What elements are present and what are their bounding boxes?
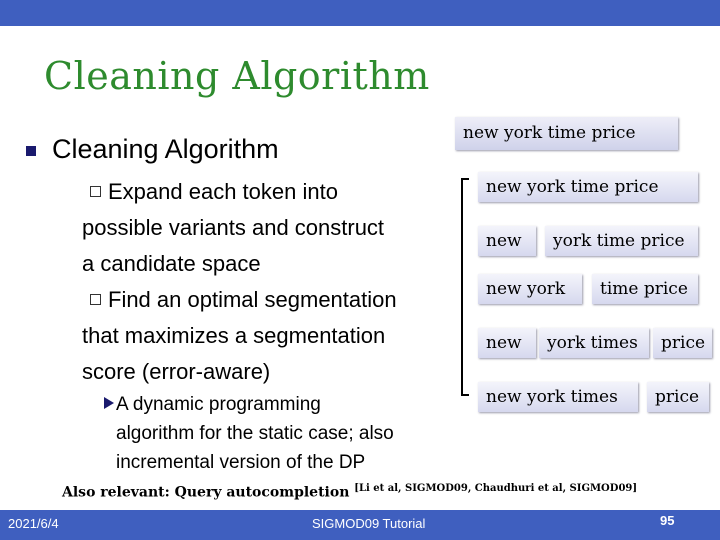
sub-bullet-dp xyxy=(116,390,394,477)
footnote-refs: [Li et al, SIGMOD09, Chaudhuri et al, SIGMOD09] xyxy=(354,483,638,494)
bullet-line: possible variants and construct xyxy=(82,215,385,240)
footer-title: SIGMOD09 Tutorial xyxy=(312,516,426,531)
candidate-segment: price xyxy=(647,382,709,412)
heading: Cleaning Algorithm xyxy=(52,134,279,164)
candidate-segment: new xyxy=(478,328,536,358)
sub-bullet-line: A dynamic programming xyxy=(116,394,321,415)
square-bullet-icon xyxy=(26,146,36,156)
top-bar xyxy=(0,0,720,26)
triangle-bullet-icon xyxy=(104,397,114,409)
sub-bullet-line: algorithm for the static case; also xyxy=(116,423,394,444)
sub-bullet-line: incremental version of the DP xyxy=(116,452,366,473)
candidate-segment: york time price xyxy=(545,226,698,256)
candidate-bracket xyxy=(461,178,471,396)
footnote xyxy=(62,483,637,501)
candidate-segment: new xyxy=(478,226,536,256)
candidate-segment: new york times xyxy=(478,382,638,412)
bullet-line: score (error-aware) xyxy=(82,359,271,384)
slide-title: Cleaning Algorithm xyxy=(44,54,430,98)
bullet-line: Find an optimal segmentation xyxy=(108,287,397,312)
candidate-segment: new york time price xyxy=(478,172,698,202)
candidate-segment: new york xyxy=(478,274,582,304)
page-number: 95 xyxy=(660,513,675,528)
candidate-segment: time price xyxy=(592,274,698,304)
bullet-line: a candidate space xyxy=(82,251,261,276)
bullet-find xyxy=(82,282,397,390)
candidate-segment: price xyxy=(653,328,712,358)
footnote-text: Also relevant: Query autocompletion xyxy=(62,484,350,501)
footer-date: 2021/6/4 xyxy=(8,516,59,531)
query-chip: new york time price xyxy=(455,117,678,150)
candidate-segment: york times xyxy=(539,328,649,358)
bullet-line: Expand each token into xyxy=(108,179,338,204)
bullet-expand xyxy=(82,174,384,282)
bullet-line: that maximizes a segmentation xyxy=(82,323,386,348)
